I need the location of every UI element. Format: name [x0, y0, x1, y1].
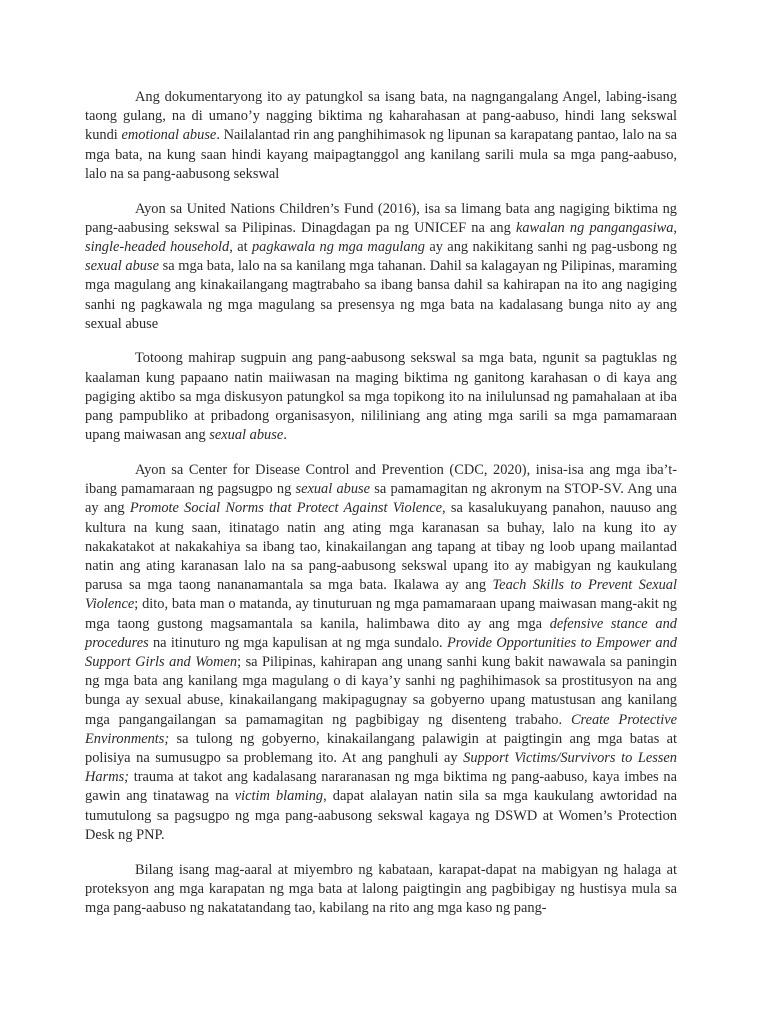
emphasis-text: Promote Social Norms that Protect Against Violence: [129, 500, 443, 517]
body-text: , sa kasalukuyang panahon, nauuso ang kultura na kung saan, itinatago natin ang ating mga karanasan sa buhay, lalo na kung ito ay nakakatakot at nakakahiya sa ibang tao, kinakailangan ang tapang at tibay ng loob upang mailantad natin ang ating karanasan lalo na sa pang-aabusong sekswal upang ito ay mabigyan ng kaukulang parusa sa mga taong nananamantala sa mga bata. Ikalawa ay ang: [85, 500, 677, 594]
body-text: sa pamamagitan ng akronym na STOP-SV. Ang una ay ang: [85, 481, 677, 517]
paragraph-2: [85, 200, 677, 334]
body-text: ; sa Pilipinas, kahirapan ang unang sanhi kung bakit nawawala sa paningin ng mga bata ang kanilang mga magulang o di kaya’y sanhi ng paghihimasok sa prostitusyon na ang bunga ay sexual abuse, kinakailangang makipagugnay sa gobyerno upang matustusan ang kanilang mga pangangailangan sa pamamagitan ng pagbibigay ng disenteng trabaho.: [85, 653, 677, 728]
body-text: . Nailalantad rin ang panghihimasok ng lipunan sa karapatang pantao, lalo na sa mga bata, na kung saan hindi kayang maipagtanggol ang kanilang sarili mula sa mga pang-aabuso, lalo na sa pang-aabusong sekswal: [85, 127, 677, 182]
body-text: Ayon sa Center for Disease Control and Prevention (CDC, 2020), inisa-isa ang mga iba’t-ibang pamamaraan ng pagsugpo ng: [85, 461, 677, 498]
body-text: Ang dokumentaryong ito ay patungkol sa isang bata, na nagngangalang Angel, labing-isang taong gulang, na di umano’y nagging biktima ng kaharahasan at pang-aabuso, hindi lang sekswal kundi: [85, 89, 677, 144]
emphasis-text: Create Protective Environments;: [85, 711, 678, 747]
emphasis-text: emotional abuse: [121, 127, 217, 144]
paragraph-4: [85, 461, 677, 845]
emphasis-text: single-headed household,: [85, 238, 233, 255]
paragraph-1: [85, 88, 677, 184]
body-text: ,: [673, 219, 678, 236]
emphasis-text: sexual abuse: [85, 258, 159, 275]
emphasis-text: kawalan ng pangangasiwa: [515, 219, 674, 236]
paragraph-3: [85, 349, 677, 445]
body-text: , dapat alalayan natin sila sa mga kaukulang awtoridad na tumutulong sa pagsugpo ng mga pang-aabusong sekswal kagaya ng DSWD at Women’s Protection Desk ng PNP.: [85, 788, 678, 843]
emphasis-text: victim blaming: [234, 788, 324, 805]
emphasis-text: Teach Skills to Prevent Sexual Violence: [85, 577, 677, 613]
body-text: trauma at takot ang kadalasang nararanasan ng mga biktima ng pang-aabuso, kaya imbes na gawin ang tinatawag na: [85, 769, 677, 805]
body-text: at: [232, 238, 252, 255]
emphasis-text: defensive stance and procedures: [85, 615, 677, 651]
emphasis-text: Provide Opportunities to Empower and Support Girls and Women: [85, 634, 677, 670]
body-text: sa tulong ng gobyerno, kinakailangang palawigin at paigtingin ang mga batas at polisiya na sumusugpo sa problemang ito. At ang panghuli ay: [85, 730, 677, 766]
body-text: ; dito, bata man o matanda, ay tinuturuan ng mga pamamaraan upang maiwasan mang-akit ng mga taong gustong magsamantala sa kanila, halimbawa dito ay ang mga: [85, 596, 677, 632]
document-page: [85, 88, 677, 1024]
body-text: Bilang isang mag-aaral at miyembro ng kabataan, karapat-dapat na mabigyan ng halaga at proteksyon ang mga karapatan ng mga bata at lalong paigtingin ang pagbibigay ng hustisya mula sa mga pang-aabuso ng nakatatandang tao, kabilang na rito ang mga kaso ng pang-: [85, 861, 677, 916]
paragraph-5: [85, 861, 677, 919]
body-text: .: [283, 427, 287, 444]
body-text: sa mga bata, lalo na sa kanilang mga tahanan. Dahil sa kalagayan ng Pilipinas, maraming mga magulang ang kinakailangang magtrabaho sa ibang bansa dahil sa kahirapan na ito ang nagiging sanhi ng pagkawala ng mga magulang sa presensya ng mga bata na kadalasang bunga nito ay ang sexual abuse: [85, 258, 678, 332]
body-text: na itinuturo ng mga kapulisan at ng mga sundalo.: [148, 634, 447, 651]
emphasis-text: pagkawala ng mga magulang: [251, 238, 425, 255]
emphasis-text: Support Victims/Survivors to Lessen Harms;: [85, 750, 677, 786]
emphasis-text: sexual abuse: [295, 481, 371, 498]
body-text: Totoong mahirap sugpuin ang pang-aabusong sekswal sa mga bata, ngunit sa pagtuklas ng kaalaman kung papaano natin maiiwasan na maging biktima ng ganitong karahasan o di kaya ang pagiging aktibo sa mga diskusyon patungkol sa mga topikong ito na inilulunsad ng pamahalaan at iba pang pampubliko at pribadong organisasyon, nililiniang ang ating mga sarili sa mga pamamaraan upang maiwasan ang: [85, 350, 677, 444]
body-text: ay ang nakikitang sanhi ng pag-usbong ng: [424, 238, 677, 255]
body-text: Ayon sa United Nations Children’s Fund (2016), isa sa limang bata ang nagiging biktima ng pang-aabusing sekswal sa Pilipinas. Dinagdagan pa ng UNICEF na ang: [85, 200, 677, 236]
emphasis-text: sexual abuse: [209, 427, 284, 444]
